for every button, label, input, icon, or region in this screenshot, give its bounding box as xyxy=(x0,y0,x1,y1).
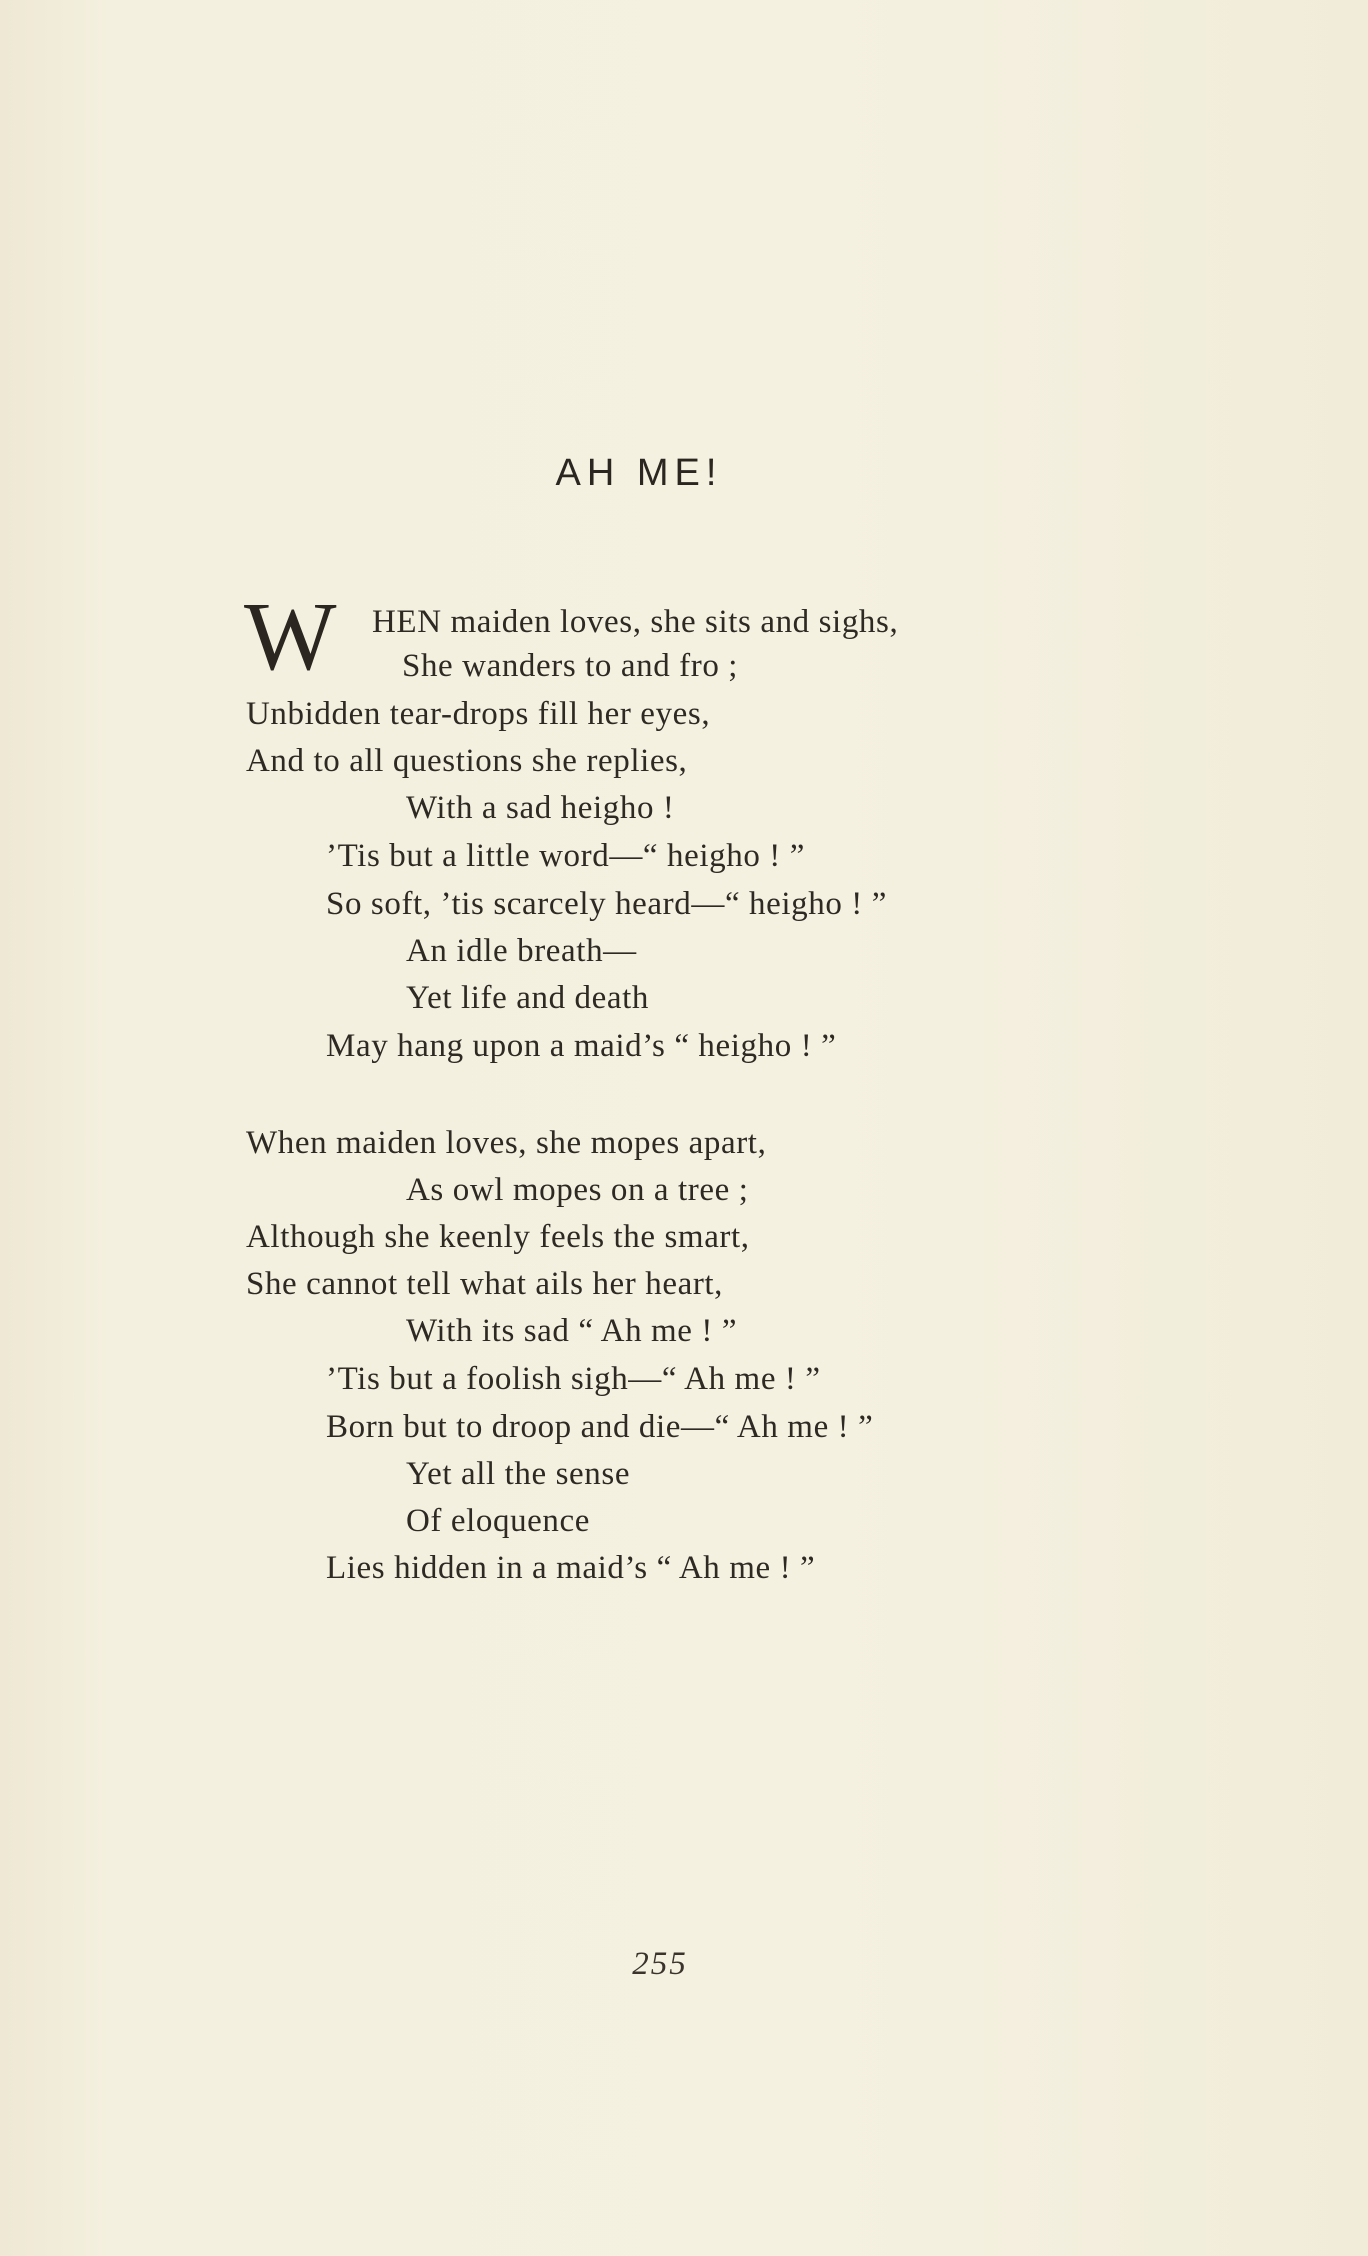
poem-line: Yet all the sense xyxy=(406,1456,631,1492)
poem-line: When maiden loves, she mopes apart, xyxy=(246,1125,767,1161)
poem-line: ’Tis but a little word—“ heigho ! ” xyxy=(326,838,805,874)
poem-line: Unbidden tear-drops fill her eyes, xyxy=(246,696,711,732)
poem-line: May hang upon a maid’s “ heigho ! ” xyxy=(326,1028,837,1064)
poem-line: ’Tis but a foolish sigh—“ Ah me ! ” xyxy=(326,1361,821,1397)
poem-line: Yet life and death xyxy=(406,980,649,1016)
poem-line: Of eloquence xyxy=(406,1503,591,1539)
poem-line: So soft, ’tis scarcely heard—“ heigho ! ” xyxy=(326,886,887,922)
poem-line: And to all questions she replies, xyxy=(246,743,688,779)
poem-line: HEN maiden loves, she sits and sighs, xyxy=(372,604,899,640)
poem-line: Lies hidden in a maid’s “ Ah me ! ” xyxy=(326,1550,816,1586)
poem-line: An idle breath— xyxy=(406,933,637,969)
poem-line: Although she keenly feels the smart, xyxy=(246,1219,750,1255)
page-number: 255 xyxy=(632,1946,688,1982)
poem-line: Born but to droop and die—“ Ah me ! ” xyxy=(326,1409,874,1445)
poem-title: AH ME! xyxy=(555,452,723,494)
poem-line: As owl mopes on a tree ; xyxy=(406,1172,749,1208)
poem-line: With a sad heigho ! xyxy=(406,790,675,826)
poem-line: With its sad “ Ah me ! ” xyxy=(406,1313,738,1349)
poem-line: She wanders to and fro ; xyxy=(402,648,739,684)
drop-cap: W xyxy=(244,583,337,691)
poem-line: She cannot tell what ails her heart, xyxy=(246,1266,724,1302)
